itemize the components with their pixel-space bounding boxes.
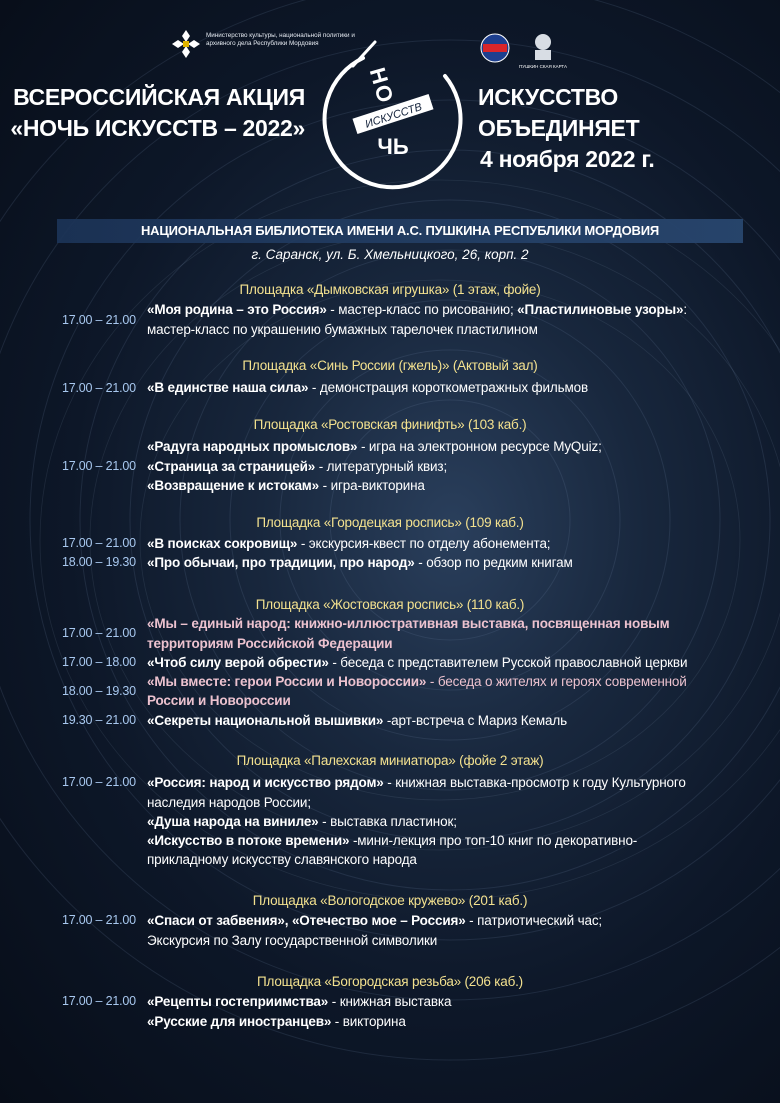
event-line: «Радуга народных промыслов» - игра на электронном ресурсе MyQuiz; [147, 439, 602, 454]
event-line: «В поисках сокровищ» - экскурсия-квест по отделу абонемента; [147, 536, 551, 551]
event-line: «Чтоб силу верой обрести» - беседа с представителем Русской православной церкви [147, 655, 688, 670]
night-of-arts-logo [313, 36, 473, 196]
logo-word-bottom: ЧЬ [377, 134, 409, 159]
time-slot: 17.00 – 21.00 [62, 313, 136, 327]
time-slot: 17.00 – 21.00 [62, 459, 136, 473]
event-line: территориям Российской Федерации [147, 636, 393, 651]
time-slot: 17.00 – 21.00 [62, 536, 136, 550]
time-slot: 18.00 – 19.30 [62, 684, 136, 698]
site-title: Площадка «Дымковская игрушка» (1 этаж, фойе) [239, 282, 541, 297]
time-slot: 19.30 – 21.00 [62, 713, 136, 727]
event-line: «Душа народа на виниле» - выставка пластинок; [147, 814, 457, 829]
event-line: «Русские для иностранцев» - викторина [147, 1014, 406, 1029]
venue-address: г. Саранск, ул. Б. Хмельницкого, 26, корп. 2 [251, 247, 529, 262]
time-slot: 17.00 – 21.00 [62, 626, 136, 640]
event-line: «Про обычаи, про традиции, про народ» - обзор по редким книгам [147, 555, 573, 570]
event-line: «В единстве наша сила» - демонстрация короткометражных фильмов [147, 380, 589, 395]
event-badge-icon [481, 34, 509, 62]
event-line: «Рецепты гостеприимства» - книжная выставка [147, 994, 452, 1009]
event-line: «Моя родина – это Россия» - мастер-класс по рисованию; «Пластилиновые узоры»: [147, 302, 687, 317]
campaign-slogan [478, 82, 780, 175]
event-line: России и Новороссии [147, 693, 291, 708]
event-line: «Искусство в потоке времени» -мини-лекция про топ-10 книг по декоративно- [147, 833, 638, 848]
site-title: Площадка «Жостовская роспись» (110 каб.) [255, 597, 525, 612]
event-line: «Мы вместе: герои России и Новороссии» - беседа о жителях и героях современной [147, 674, 687, 689]
ministry-name: Министерство культуры, национальной политики и архивного дела Республики Мордовия [206, 32, 355, 47]
site-title: Площадка «Богородская резьба» (206 каб.) [257, 974, 523, 989]
event-line: «Страница за страницей» - литературный квиз; [147, 459, 448, 474]
event-line: «Россия: народ и искусство рядом» - книжная выставка-просмотр к году Культурного [147, 775, 686, 790]
site-title: Площадка «Палехская миниатюра» (фойе 2 этаж) [236, 753, 544, 768]
time-slot: 17.00 – 21.00 [62, 994, 136, 1008]
event-line: прикладному искусству славянского народа [147, 852, 417, 867]
event-line: «Спаси от забвения», «Отечество мое – Россия» - патриотический час; [147, 913, 603, 928]
time-slot: 17.00 – 21.00 [62, 381, 136, 395]
event-line: мастер-класс по украшению бумажных тарелочек пластилином [147, 322, 538, 337]
campaign-title-line1: ВСЕРОССИЙСКАЯ АКЦИЯ [13, 84, 305, 110]
event-line: Экскурсия по Залу государственной символики [147, 933, 438, 948]
time-slot: 17.00 – 21.00 [62, 913, 136, 927]
site-title: Площадка «Ростовская финифть» (103 каб.) [253, 417, 527, 432]
time-slot: 18.00 – 19.30 [62, 555, 136, 569]
ministry-emblem-icon [170, 28, 202, 60]
campaign-slogan-line: ИСКУССТВО ОБЪЕДИНЯЕТ [478, 84, 640, 141]
partner-logos [475, 30, 585, 70]
site-title: Площадка «Вологодское кружево» (201 каб.) [252, 893, 528, 908]
time-slot: 17.00 – 21.00 [62, 775, 136, 789]
event-line: «Секреты национальной вышивки» -арт-встреча с Мариз Кемаль [147, 713, 567, 728]
campaign-title-line2: «НОЧЬ ИСКУССТВ – 2022» [10, 115, 305, 141]
logo-word-middle: ИСКУССТВ [363, 101, 424, 131]
time-slot: 17.00 – 18.00 [62, 655, 136, 669]
pushkin-card-label: ПУШКИН СКАЯ КАРТА [519, 64, 567, 69]
event-line: наследия народов России; [147, 795, 311, 810]
logo-word-top: НО [364, 64, 399, 108]
event-line: «Возвращение к истокам» - игра-викторина [147, 478, 425, 493]
site-title: Площадка «Синь России (гжель)» (Актовый зал) [242, 358, 538, 373]
event-date: 4 ноября 2022 г. [480, 146, 655, 172]
pushkin-card-icon [535, 34, 551, 60]
site-title: Площадка «Городецкая роспись» (109 каб.) [256, 515, 524, 530]
venue-name: НАЦИОНАЛЬНАЯ БИБЛИОТЕКА ИМЕНИ А.С. ПУШКИНА РЕСПУБЛИКИ МОРДОВИЯ [57, 219, 743, 243]
campaign-title [10, 82, 305, 144]
event-line: «Мы – единый народ: книжно-иллюстративная выставка, посвященная новым [147, 616, 670, 631]
